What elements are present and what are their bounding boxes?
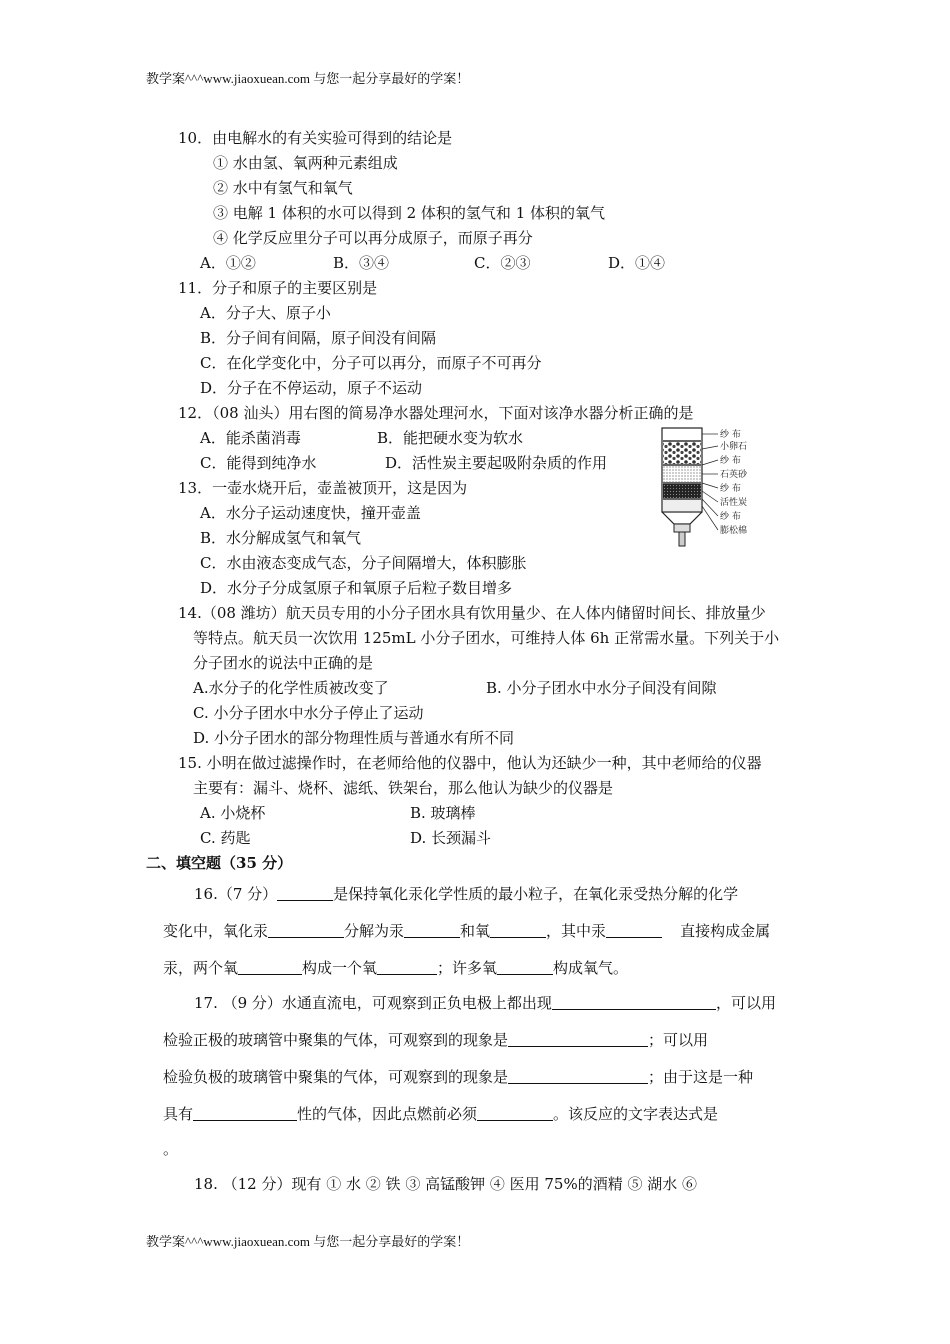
q10-option-d: D．①④ xyxy=(608,254,666,272)
q17-blank-2[interactable] xyxy=(508,1032,648,1047)
q16-part-6: ，其中汞 xyxy=(546,922,607,940)
q15-option-d: D. 长颈漏斗 xyxy=(410,829,492,847)
q14-stem-line-3: 分子团水的说法中正确的是 xyxy=(193,654,374,672)
q16-line-1 xyxy=(194,884,738,904)
gauze-layer-4 xyxy=(663,498,701,500)
q16-part-4: 分解为汞 xyxy=(344,922,405,940)
q11-option-d: D．分子在不停运动，原子不运动 xyxy=(200,379,423,397)
q16-part-11: 构成氧气。 xyxy=(553,959,629,977)
q12-stem: 12．（08 汕头）用右图的简易净水器处理河水，下面对该净水器分析正确的是 xyxy=(178,404,694,422)
q17-line-3 xyxy=(163,1067,753,1087)
q10-statement-4: ④ 化学反应里分子可以再分成原子，而原子再分 xyxy=(213,229,533,247)
q14-option-d: D. 小分子团水的部分物理性质与普通水有所不同 xyxy=(193,729,515,747)
q10-statement-1: ① 水由氢、氧两种元素组成 xyxy=(213,154,398,172)
q16-blank-1[interactable] xyxy=(277,886,333,901)
q15-option-b: B. 玻璃棒 xyxy=(410,804,476,822)
q17-part-9: 。该反应的文字表达式是 xyxy=(553,1105,719,1123)
q16-line-2 xyxy=(163,921,770,941)
q16-blank-5[interactable] xyxy=(606,923,662,938)
q17-blank-5[interactable] xyxy=(477,1106,553,1121)
q10-statement-3: ③ 电解 1 体积的水可以得到 2 体积的氢气和 1 体积的氧气 xyxy=(213,204,606,222)
q17-blank-1[interactable] xyxy=(552,995,716,1010)
q15-option-a: A. 小烧杯 xyxy=(200,804,266,822)
q17-part-7: 具有 xyxy=(163,1105,194,1123)
q16-blank-4[interactable] xyxy=(490,923,546,938)
q16-blank-3[interactable] xyxy=(404,923,460,938)
q17-part-6: ；由于这是一种 xyxy=(648,1068,754,1086)
q15-option-c: C. 药匙 xyxy=(200,829,251,847)
gauze-layer-1 xyxy=(663,440,701,442)
q10-option-c: C．②③ xyxy=(474,254,531,272)
q17-blank-4[interactable] xyxy=(193,1106,297,1121)
q16-blank-6[interactable] xyxy=(238,960,302,975)
q14-stem-line-2: 等特点。航天员一次饮用 125mL 小分子团水，可维持人体 6h 正常需水量。下列关于小 xyxy=(193,629,780,647)
q16-line-3 xyxy=(163,958,628,978)
q16-part-2: 是保持氧化汞化学性质的最小粒子，在氧化汞受热分解的化学 xyxy=(333,885,739,903)
outlet-tube xyxy=(679,532,685,546)
q11-option-a: A．分子大、原子小 xyxy=(200,304,331,322)
cotton-layer xyxy=(663,500,701,511)
q18-line-1: 18. （12 分）现有 ① 水 ② 铁 ③ 高锰酸钾 ④ 医用 75%的酒精 ⑤ 湖水 ⑥ xyxy=(194,1175,698,1193)
q17-line-1 xyxy=(194,993,776,1013)
q16-part-9: 构成一个氧 xyxy=(302,959,378,977)
q11-option-b: B．分子间有间隔，原子间没有间隔 xyxy=(200,329,437,347)
q13-option-b: B．水分解成氢气和氧气 xyxy=(200,529,362,547)
figure-label-8: 膨松棉 xyxy=(720,526,748,536)
gauze-layer-3 xyxy=(663,482,701,484)
figure-label-6: 活性炭 xyxy=(720,498,748,508)
q17-part-8: 性的气体，因此点燃前必须 xyxy=(297,1105,478,1123)
q16-part-1: 16.（7 分） xyxy=(194,885,278,903)
figure-label-1: 纱 布 xyxy=(720,430,741,440)
q17-blank-3[interactable] xyxy=(508,1069,648,1084)
q13-option-d: D．水分子分成氢原子和氧原子后粒子数目增多 xyxy=(200,579,513,597)
q10-stem: 10．由电解水的有关实验可得到的结论是 xyxy=(178,129,453,147)
q14-option-b: B. 小分子团水中水分子间没有间隙 xyxy=(486,679,717,697)
q17-part-3: 检验正极的玻璃管中聚集的气体，可观察到的现象是 xyxy=(163,1031,509,1049)
q10-statement-2: ② 水中有氢气和氧气 xyxy=(213,179,353,197)
q16-part-5: 和氧 xyxy=(460,922,491,940)
q12-option-b: B．能把硬水变为软水 xyxy=(377,429,524,447)
q12-option-c: C．能得到纯净水 xyxy=(200,454,317,472)
page-footer: 教学案^^^www.jiaoxuean.com 与您一起分享最好的学案！ xyxy=(146,1234,470,1249)
q13-stem: 13．一壶水烧开后，壶盖被顶开，这是因为 xyxy=(178,479,468,497)
figure-label-7: 纱 布 xyxy=(720,512,741,522)
q14-stem-line-1: 14.（08 潍坊）航天员专用的小分子团水具有饮用量少、在人体内储留时间长、排放量少 xyxy=(178,604,766,622)
q13-option-a: A．水分子运动速度快，撞开壶盖 xyxy=(200,504,421,522)
q12-option-a: A．能杀菌消毒 xyxy=(200,429,301,447)
water-purifier-figure xyxy=(660,424,770,556)
q17-part-2: ，可以用 xyxy=(715,994,776,1012)
q16-blank-7[interactable] xyxy=(377,960,437,975)
q17-part-5: 检验负极的玻璃管中聚集的气体，可观察到的现象是 xyxy=(163,1068,509,1086)
q14-option-a: A.水分子的化学性质被改变了 xyxy=(193,679,389,697)
q16-blank-2[interactable] xyxy=(268,923,344,938)
figure-label-3: 纱 布 xyxy=(720,456,741,466)
q14-option-c: C. 小分子团水中水分子停止了运动 xyxy=(193,704,424,722)
q12-option-d: D．活性炭主要起吸附杂质的作用 xyxy=(385,454,608,472)
q11-stem: 11．分子和原子的主要区别是 xyxy=(178,279,378,297)
q17-part-4: ；可以用 xyxy=(648,1031,709,1049)
q15-stem-line-1: 15. 小明在做过滤操作时，在老师给他的仪器中，他认为还缺少一种，其中老师给的仪器 xyxy=(178,754,762,772)
q13-option-c: C．水由液态变成气态，分子间隔增大，体积膨胀 xyxy=(200,554,527,572)
bottle-cap xyxy=(674,524,690,532)
q17-part-10: 。 xyxy=(163,1140,179,1158)
quartz-sand-layer xyxy=(663,466,701,482)
gauze-layer-2 xyxy=(663,464,701,466)
q17-line-2 xyxy=(163,1030,708,1050)
q17-part-1: 17. （9 分）水通直流电，可观察到正负电极上都出现 xyxy=(194,994,552,1012)
figure-label-4: 石英砂 xyxy=(720,470,748,480)
q16-part-8: 汞，两个氧 xyxy=(163,959,239,977)
q17-line-4 xyxy=(163,1104,718,1124)
q15-stem-line-2: 主要有：漏斗、烧杯、滤纸、铁架台，那么他认为缺少的仪器是 xyxy=(193,779,614,797)
page-header: 教学案^^^www.jiaoxuean.com 与您一起分享最好的学案！ xyxy=(146,71,470,86)
pebble-layer xyxy=(663,442,701,464)
q16-blank-8[interactable] xyxy=(497,960,553,975)
q16-part-7: 直接构成金属 xyxy=(680,922,771,940)
q16-part-3: 变化中，氧化汞 xyxy=(163,922,269,940)
q10-option-b: B．③④ xyxy=(333,254,390,272)
figure-label-2: 小卵石 xyxy=(720,442,748,452)
activated-carbon-layer xyxy=(663,484,701,498)
q11-option-c: C．在化学变化中，分子可以再分，而原子不可再分 xyxy=(200,354,542,372)
section-2-heading: 二、填空题（35 分） xyxy=(146,854,293,872)
q16-part-10: ；许多氧 xyxy=(437,959,498,977)
bottle-neck xyxy=(662,512,702,524)
figure-label-5: 纱 布 xyxy=(720,484,741,494)
q10-option-a: A．①② xyxy=(200,254,256,272)
